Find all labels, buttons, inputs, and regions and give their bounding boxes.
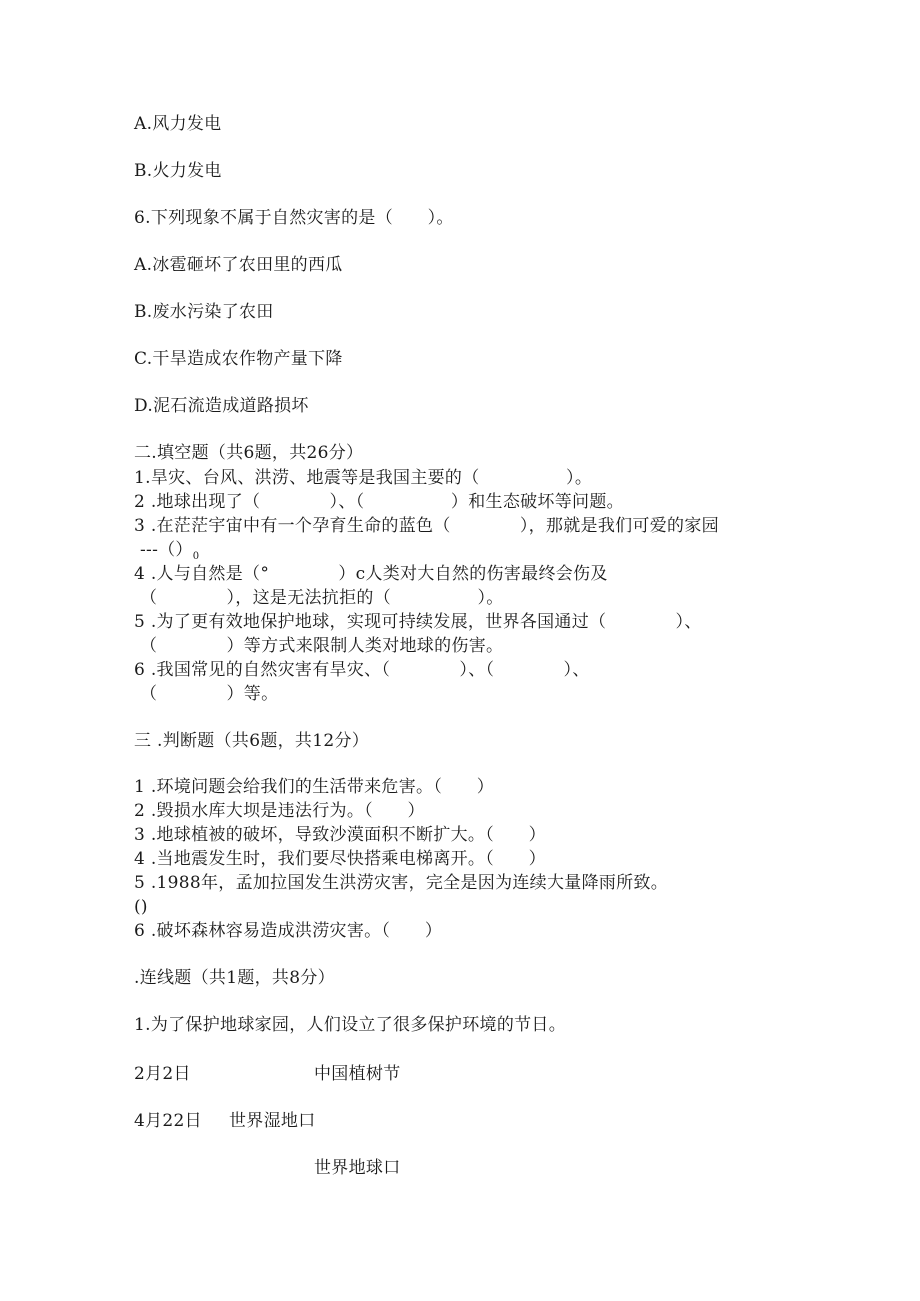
fill-blank-5: 5 .为了更有效地保护地球，实现可持续发展，世界各国通过（ ）、 xyxy=(134,612,702,632)
fill-blank-6-continued: （ ）等。 xyxy=(140,684,279,704)
fill-blank-6: 6 .我国常见的自然灾害有旱灾、（ ）、（ ）、 xyxy=(134,660,590,680)
fill-blank-1: 1.旱灾、台风、洪涝、地震等是我国主要的（ ）。 xyxy=(134,468,593,488)
judge-2: 2 .毁损水库大坝是违法行为。（ ） xyxy=(134,801,425,821)
judge-1: 1 .环境问题会给我们的生活带来危害。（ ） xyxy=(134,777,495,797)
fill-blank-4-continued: （ ），这是无法抗拒的（ ）。 xyxy=(140,588,504,608)
judge-6: 6 .破坏森林容易造成洪涝灾害。（ ） xyxy=(134,921,443,941)
section-3-heading: 三 .判断题（共6题，共12分） xyxy=(134,731,370,751)
section-4-heading: .连线题（共1题，共8分） xyxy=(134,968,335,988)
world-wetland-day: 世界湿地口 xyxy=(229,1111,316,1131)
judge-4: 4 .当地震发生时，我们要尽快搭乘电梯离开。（ ） xyxy=(134,849,546,869)
judge-3: 3 .地球植被的破坏，导致沙漠面积不断扩大。（ ） xyxy=(134,825,546,845)
q6-option-d: D.泥石流造成道路损坏 xyxy=(134,396,309,416)
subscript-mark: 0 xyxy=(192,551,200,562)
matching-question-1: 1.为了保护地球家园，人们设立了很多保护环境的节日。 xyxy=(134,1015,567,1035)
q6-option-c: C.干旱造成农作物产量下降 xyxy=(134,349,343,369)
option-a-wind-power: A.风力发电 xyxy=(134,114,222,134)
date-apr-22: 4月22日 xyxy=(134,1111,202,1131)
fill-blank-3: 3 .在茫茫宇宙中有一个孕育生命的蓝色（ ），那就是我们可爱的家园 xyxy=(134,516,719,536)
judge-5: 5 .1988年，孟加拉国发生洪涝灾害，完全是因为连续大量降雨所致。 xyxy=(134,873,669,893)
china-arbor-day: 中国植树节 xyxy=(314,1064,401,1084)
world-earth-day: 世界地球口 xyxy=(314,1158,401,1178)
q6-option-b: B.废水污染了农田 xyxy=(134,302,274,322)
judge-5-continued: () xyxy=(134,897,148,917)
option-b-thermal-power: B.火力发电 xyxy=(134,161,222,181)
fill-blank-4: 4 .人与自然是（° ）c人类对大自然的伤害最终会伤及 xyxy=(134,564,608,584)
section-2-heading: 二.填空题（共6题，共26分） xyxy=(134,443,364,463)
question-6-stem: 6.下列现象不属于自然灾害的是（ ）。 xyxy=(134,208,454,228)
fill-blank-2: 2 .地球出现了（ ）、（ ）和生态破坏等问题。 xyxy=(134,492,624,512)
date-feb-2: 2月2日 xyxy=(134,1064,191,1084)
fill-blank-3-continued-text: ---（） xyxy=(140,540,193,560)
fill-blank-5-continued: （ ）等方式来限制人类对地球的伤害。 xyxy=(140,636,504,656)
q6-option-a: A.冰雹砸坏了农田里的西瓜 xyxy=(134,255,343,275)
